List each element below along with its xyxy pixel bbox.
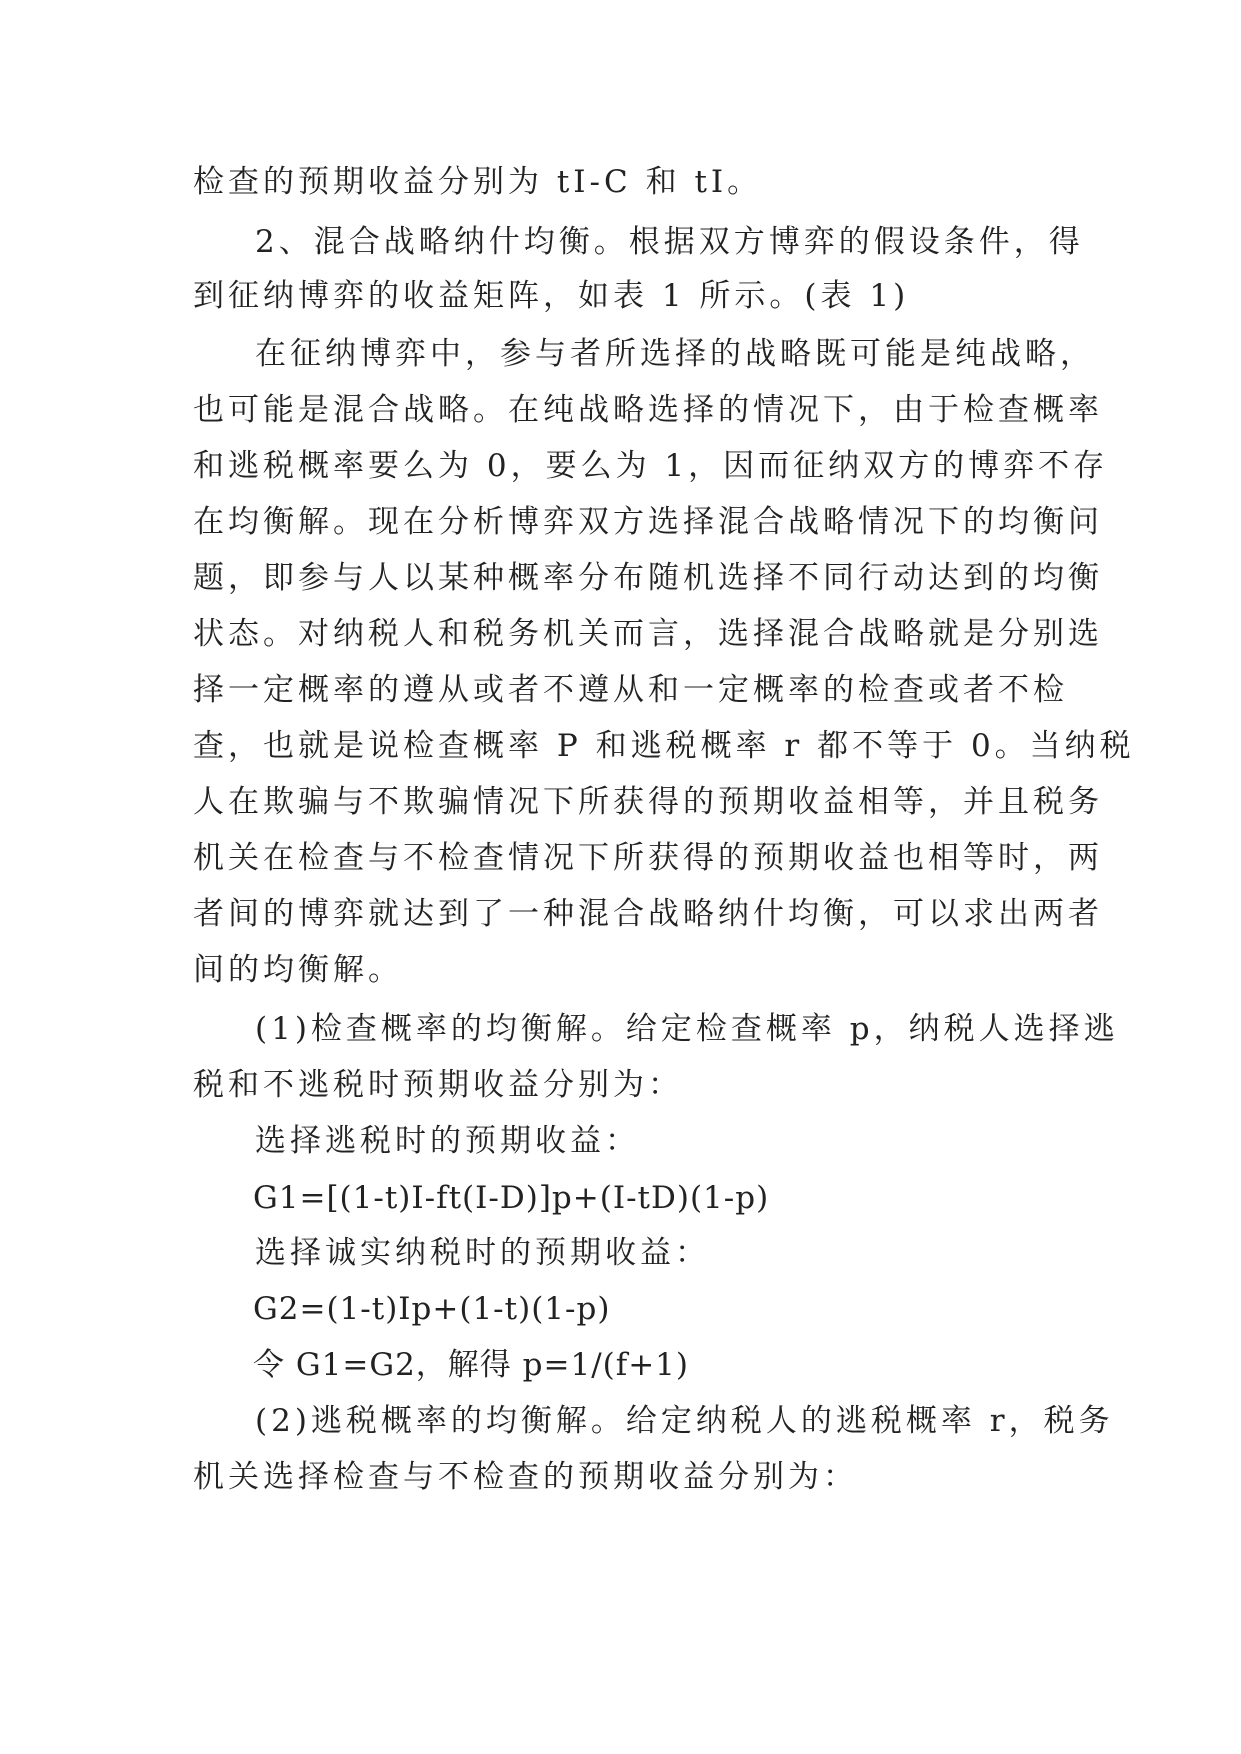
paragraph-start: 选择逃税时的预期收益： bbox=[255, 1123, 640, 1159]
paragraph-start: (1)检查概率的均衡解。给定检查概率 p，纳税人选择逃 bbox=[255, 1011, 1119, 1047]
text-line: 也可能是混合战略。在纯战略选择的情况下，由于检查概率 bbox=[193, 392, 1103, 428]
formula-g1: G1=[(1-t)I-ft(I-D)]p+(I-tD)(1-p) bbox=[253, 1180, 770, 1216]
text-line: 查，也就是说检查概率 P 和逃税概率 r 都不等于 0。当纳税 bbox=[193, 728, 1135, 764]
paragraph-start: 选择诚实纳税时的预期收益： bbox=[255, 1235, 710, 1271]
text-line: 择一定概率的遵从或者不遵从和一定概率的检查或者不检 bbox=[193, 672, 1068, 708]
paragraph-start: (2)逃税概率的均衡解。给定纳税人的逃税概率 r，税务 bbox=[255, 1403, 1114, 1439]
formula-solution: 令 G1=G2，解得 p=1/(f+1) bbox=[253, 1347, 690, 1383]
text-line: 状态。对纳税人和税务机关而言，选择混合战略就是分别选 bbox=[193, 616, 1103, 652]
text-line: 人在欺骗与不欺骗情况下所获得的预期收益相等，并且税务 bbox=[193, 784, 1103, 820]
text-line: 机关选择检查与不检查的预期收益分别为： bbox=[193, 1459, 858, 1495]
paragraph-start: 2、混合战略纳什均衡。根据双方博弈的假设条件，得 bbox=[255, 224, 1084, 260]
text-line: 者间的博弈就达到了一种混合战略纳什均衡，可以求出两者 bbox=[193, 896, 1103, 932]
text-line: 在均衡解。现在分析博弈双方选择混合战略情况下的均衡问 bbox=[193, 504, 1103, 540]
text-line: 到征纳博弈的收益矩阵，如表 1 所示。(表 1) bbox=[193, 278, 910, 314]
formula-g2: G2=(1-t)Ip+(1-t)(1-p) bbox=[253, 1291, 611, 1327]
text-line: 机关在检查与不检查情况下所获得的预期收益也相等时，两 bbox=[193, 840, 1103, 876]
text-line: 和逃税概率要么为 0，要么为 1，因而征纳双方的博弈不存 bbox=[193, 448, 1109, 484]
paragraph-start: 在征纳博弈中，参与者所选择的战略既可能是纯战略， bbox=[255, 336, 1095, 372]
text-line: 间的均衡解。 bbox=[193, 952, 403, 988]
text-line: 题，即参与人以某种概率分布随机选择不同行动达到的均衡 bbox=[193, 560, 1103, 596]
text-line: 检查的预期收益分别为 tI-C 和 tI。 bbox=[193, 164, 763, 200]
text-line: 税和不逃税时预期收益分别为： bbox=[193, 1067, 683, 1103]
